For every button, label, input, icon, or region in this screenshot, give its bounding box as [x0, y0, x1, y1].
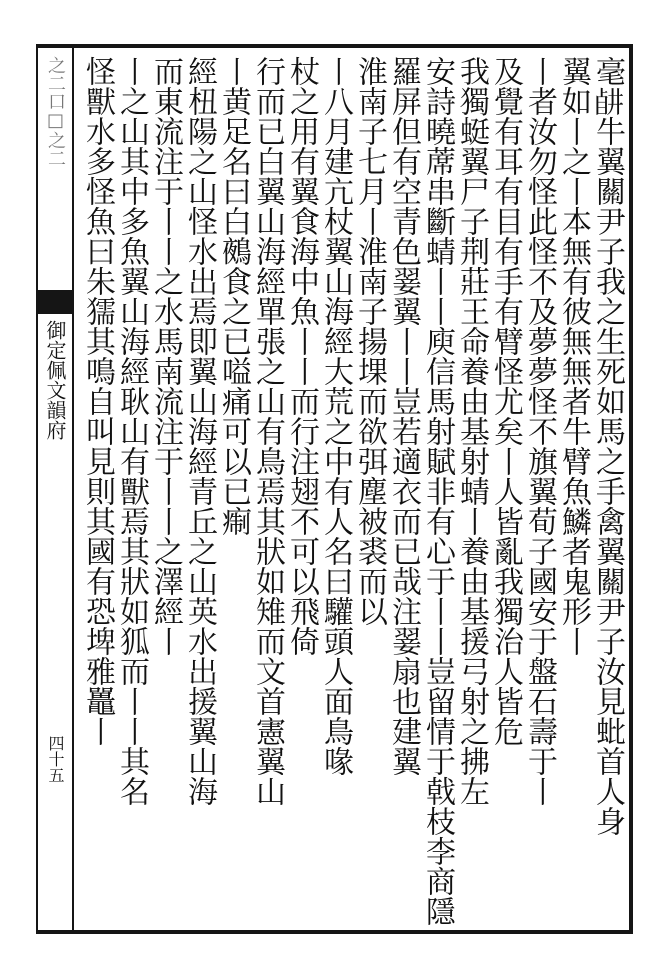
text-column: 行而已白翼山海經單張之山有鳥焉其狀如雉而文首憲翼山 — [250, 56, 285, 806]
text-column: 安詩曉蓆串斷蜻丨丨庾信馬射賦非有心于丨丨豈留情于戟枝李商隱 — [420, 56, 455, 926]
text-column: 杖之用有翼食海中魚丨丨而行注翅不可以飛倚 — [284, 56, 319, 656]
page-number: 四十五 — [46, 735, 65, 783]
book-title: 御定佩文韻府 — [43, 320, 67, 440]
text-column: 經杻陽之山怪水出焉即翼山海經青丘之山英水出援翼山海 — [182, 56, 217, 806]
text-column: 及覺有耳有目有手有臂怪尤矣丨人皆亂我獨治人皆危 — [488, 56, 523, 746]
text-column: 毫𥅶牛翼關尹子我之生死如馬之手禽翼關尹子汝見蚍首人身 — [590, 56, 625, 836]
text-column: 丨八月建亢杖翼山海經大荒之中有人名曰驩頭人面鳥喙 — [318, 56, 353, 776]
text-column: 淮南子七月丨淮南子揚堁而欲弭塵被裘而以 — [352, 56, 387, 626]
frame-bottom-rule — [36, 930, 633, 934]
text-column: 翼如丨之丨本無有彼無無者牛臂魚鱗者鬼形丨 — [556, 56, 591, 656]
margin-inner-rule — [72, 44, 74, 934]
text-column: 丨者汝勿怪此怪不及夢夢怪不旗翼荀子國安于盤石壽于丨 — [522, 56, 557, 806]
text-column: 我獨蜓翼尸子荆莊王命養由基射蜻丨養由基援弓射之拂左 — [454, 56, 489, 806]
margin-top-fragment: 之二口□之二 — [45, 56, 66, 167]
text-column: 而東流注于丨丨之水馬南流注于丨丨之澤經丨 — [148, 56, 183, 656]
text-column: 羅屏但有空青色翣翼丨丨豈若適衣而已哉注翣扇也建翼 — [386, 56, 421, 776]
frame-right-rule — [629, 44, 633, 934]
frame-top-rule — [36, 44, 633, 48]
fishtail-mark — [38, 290, 72, 314]
text-column: 丨黄足名曰白鵺食之已嗌痛可以已痸 — [216, 56, 251, 536]
text-column: 丨之山其中多魚翼山海經耿山有獸焉其狀如狐而丨丨其名 — [114, 56, 149, 806]
text-column: 怪獸水多怪魚曰朱獳其鳴自叫見則其國有恐埤雅鼉丨 — [80, 56, 115, 746]
